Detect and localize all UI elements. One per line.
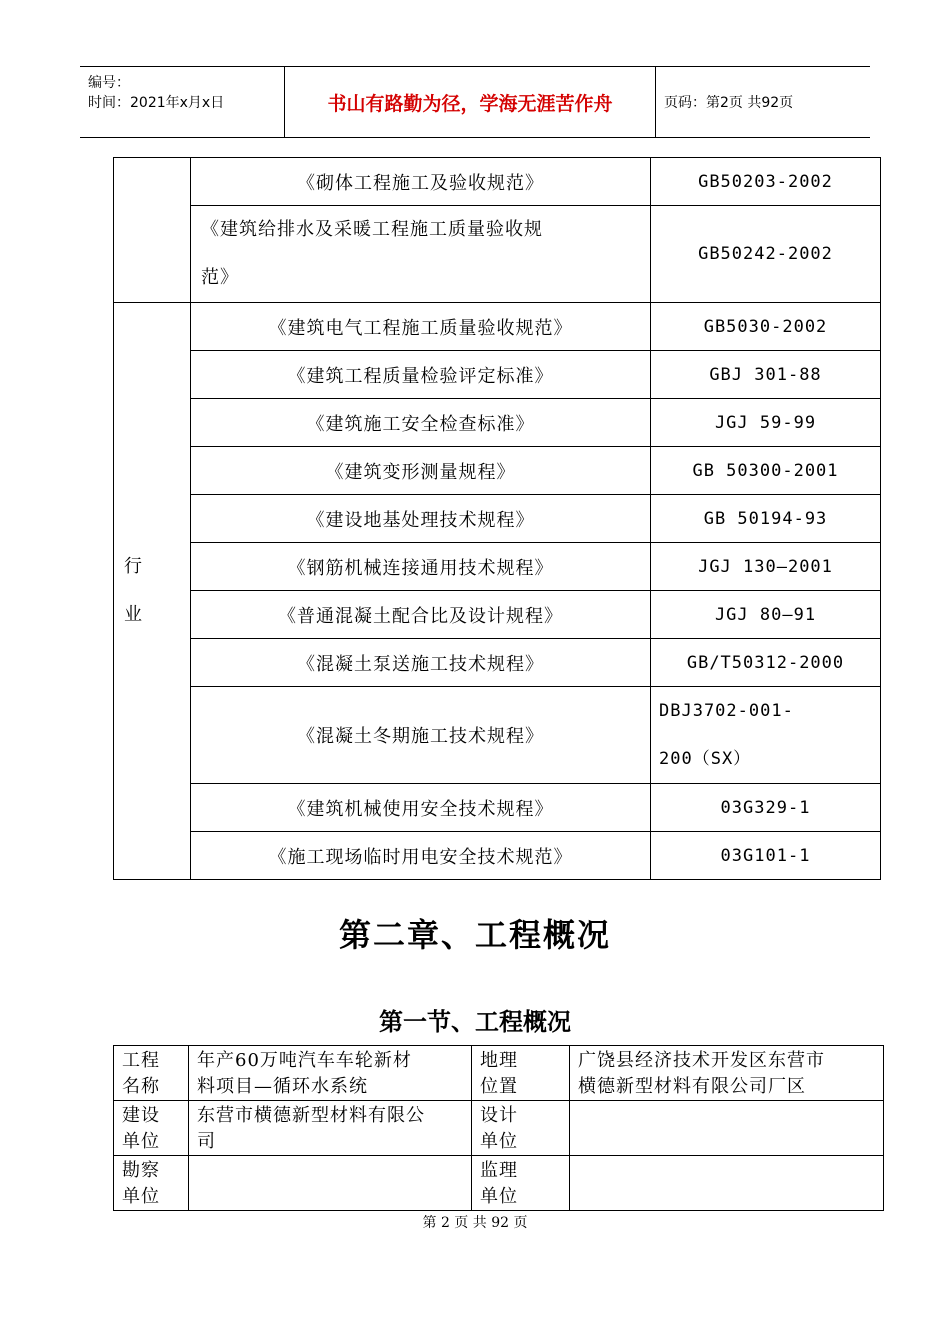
doc-date: 时间：2021年x月x日 (88, 95, 225, 111)
label-project-name (114, 1046, 189, 1101)
label-line: 单位 (480, 1131, 518, 1152)
table-row (114, 1101, 884, 1156)
label-location (472, 1046, 570, 1101)
table-row (114, 303, 881, 351)
standard-code: GB 50194-93 (651, 495, 881, 543)
table-row (114, 158, 881, 206)
page-footer: 第 2 页 共 92 页 (422, 1215, 528, 1231)
standard-name: 《建筑电气工程施工质量验收规范》 (191, 303, 651, 351)
table-row (114, 639, 881, 687)
value-line: 司 (197, 1131, 216, 1152)
label-line: 名称 (122, 1076, 160, 1097)
table-row (114, 351, 881, 399)
label-survey-unit (114, 1156, 189, 1211)
table-row (114, 687, 881, 784)
standard-name-line: 范》 (201, 267, 239, 288)
value-project-name (189, 1046, 472, 1101)
table-row (114, 832, 881, 880)
label-line: 单位 (122, 1186, 160, 1207)
standard-code: 03G329-1 (651, 784, 881, 832)
category-cell (114, 303, 191, 880)
category-char: 行 (124, 556, 142, 577)
category-char: 业 (124, 604, 142, 625)
table-row (114, 543, 881, 591)
standard-code: JGJ 80—91 (651, 591, 881, 639)
label-design-unit (472, 1101, 570, 1156)
doc-number: 编号： (88, 75, 130, 91)
standard-name: 《建设地基处理技术规程》 (191, 495, 651, 543)
table-row (114, 784, 881, 832)
label-line: 位置 (480, 1076, 518, 1097)
label-line: 监理 (480, 1160, 518, 1181)
category-cell-empty (114, 158, 191, 303)
standard-name: 《施工现场临时用电安全技术规范》 (191, 832, 651, 880)
standard-code: GB 50300-2001 (651, 447, 881, 495)
standard-code: GB/T50312-2000 (651, 639, 881, 687)
standard-code-line: DBJ3702-001- (659, 701, 794, 721)
value-design-unit (570, 1101, 884, 1156)
standard-code-line: 200（SX） (659, 749, 752, 769)
label-line: 单位 (480, 1186, 518, 1207)
standard-code (651, 687, 881, 784)
standard-name: 《砌体工程施工及验收规范》 (191, 158, 651, 206)
standard-code: JGJ 130—2001 (651, 543, 881, 591)
standard-name: 《普通混凝土配合比及设计规程》 (191, 591, 651, 639)
overview-table (113, 1045, 884, 1211)
value-line: 年产60万吨汽车车轮新材 (197, 1050, 412, 1071)
label-line: 勘察 (122, 1160, 160, 1181)
value-line: 广饶县经济技术开发区东营市 (578, 1050, 825, 1071)
standard-code: 03G101-1 (651, 832, 881, 880)
standard-name: 《建筑施工安全检查标准》 (191, 399, 651, 447)
value-line: 横德新型材料有限公司厂区 (578, 1076, 806, 1097)
standard-name: 《钢筋机械连接通用技术规程》 (191, 543, 651, 591)
label-line: 设计 (480, 1105, 518, 1126)
standard-name (191, 206, 651, 303)
standard-code: GBJ 301-88 (651, 351, 881, 399)
standard-name: 《混凝土冬期施工技术规程》 (191, 687, 651, 784)
table-row (114, 591, 881, 639)
standard-name: 《建筑变形测量规程》 (191, 447, 651, 495)
value-construction-unit (189, 1101, 472, 1156)
standard-name: 《建筑机械使用安全技术规程》 (191, 784, 651, 832)
section-title: 第一节、工程概况 (379, 1007, 571, 1036)
standard-code: JGJ 59-99 (651, 399, 881, 447)
value-location (570, 1046, 884, 1101)
chapter-title: 第二章、工程概况 (338, 916, 611, 954)
label-construction-unit (114, 1101, 189, 1156)
label-supervision-unit (472, 1156, 570, 1211)
table-row (114, 447, 881, 495)
value-line: 东营市横德新型材料有限公 (197, 1105, 425, 1126)
standard-code: GB50203-2002 (651, 158, 881, 206)
table-row (114, 206, 881, 303)
page-header (80, 66, 870, 138)
header-motto: 书山有路勤为径，学海无涯苦作舟 (284, 67, 656, 137)
standard-name: 《建筑工程质量检验评定标准》 (191, 351, 651, 399)
label-line: 工程 (122, 1050, 160, 1071)
standard-name: 《混凝土泵送施工技术规程》 (191, 639, 651, 687)
table-row (114, 1046, 884, 1101)
value-survey-unit (189, 1156, 472, 1211)
label-line: 地理 (480, 1050, 518, 1071)
label-line: 建设 (122, 1105, 160, 1126)
standards-table (113, 157, 881, 880)
table-row (114, 399, 881, 447)
standard-code: GB50242-2002 (651, 206, 881, 303)
header-page-info: 页码：第2页 共92页 (664, 95, 794, 111)
value-line: 料项目—循环水系统 (197, 1076, 368, 1097)
table-row (114, 1156, 884, 1211)
header-meta (88, 73, 284, 113)
standard-name-line: 《建筑给排水及采暖工程施工质量验收规 (201, 219, 543, 240)
label-line: 单位 (122, 1131, 160, 1152)
table-row (114, 495, 881, 543)
standard-code: GB5030-2002 (651, 303, 881, 351)
value-supervision-unit (570, 1156, 884, 1211)
